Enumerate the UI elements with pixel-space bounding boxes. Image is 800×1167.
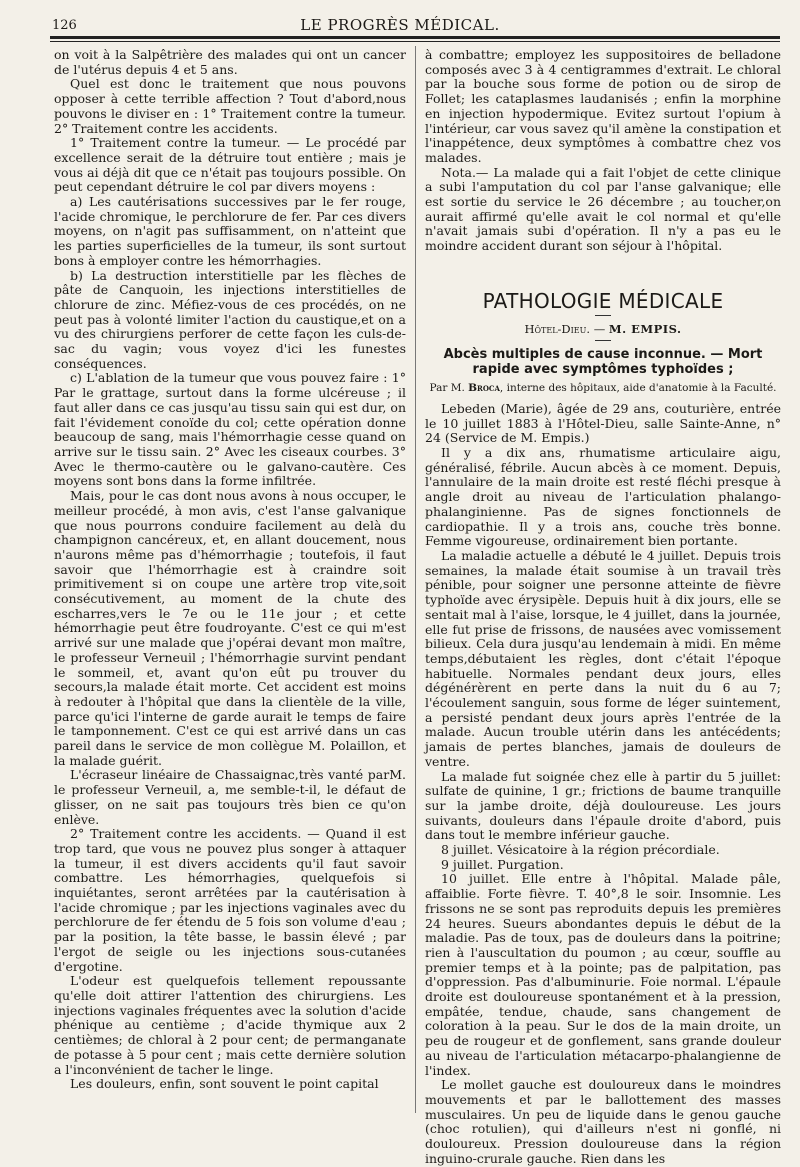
journal-title: LE PROGRÈS MÉDICAL. [300, 16, 500, 34]
byline-suffix: , interne des hôpitaux, aide d'anatomie à la Faculté. [499, 382, 777, 395]
service-chief: M. EMPIS. [608, 321, 682, 336]
paragraph: on voit à la Salpêtrière des malades qui ont un cancer de l'utérus depuis 4 et 5 ans. [54, 47, 406, 77]
page-header [0, 0, 800, 34]
column-divider [415, 46, 416, 1113]
header-rule-thick [50, 36, 780, 39]
paragraph: L'odeur est quelquefois tellement repoussante qu'elle doit attirer l'attention des chirurgiens. Les injections vaginales fréquentes avec la solution d'acide phénique au centième ; d'acide thymique aux 2 centièmes; de chloral à 2 pour cent; de permanganate de potasse à 5 pour cent ; mais cette dernière solution a l'inconvénient de tacher le linge. [54, 973, 406, 1077]
paragraph: Il y a dix ans, rhumatisme articulaire aigu, généralisé, fébrile. Aucun abcès à ce moment. Depuis, l'annulaire de la main droite est resté fléchi presque à angle droit au niveau de l'articulation phalango-phalanginienne. Pas de signes fonctionnels de cardiopathie. Il y a trois ans, couche très bonne. Femme vigoureuse, ordinairement bien portante. [425, 445, 781, 549]
section-dash [595, 315, 611, 316]
paragraph: 10 juillet. Elle entre à l'hôpital. Malade pâle, affaiblie. Forte fièvre. T. 40°,8 le soir. Insomnie. Les frissons ne se sont pas reproduits depuis les premières 24 heures. Sueurs abondantes depuis le début de la maladie. Pas de toux, pas de douleurs dans la poitrine; rien à l'auscultation du poumon ; au cœur, souffle au premier temps et à la pointe; pas de palpitation, pas d'oppression. Pas d'albuminurie. Foie normal. L'épaule droite est douloureuse spontanément et à la pression, empâtée, tendue, chaude, sans changement de coloration à la peau. Sur le dos de la main droite, un peu de rougeur et de gonflement, sans grande douleur au niveau de l'articulation métacarpo-phalangienne de l'index. [425, 871, 781, 1078]
article-title: Abcès multiples de cause inconnue. — Mort rapide avec symptômes typhoïdes ; [443, 347, 763, 378]
paragraph: 9 juillet. Purgation. [441, 856, 564, 872]
paragraph: 2° Traitement contre les accidents. — Quand il est trop tard, que vous ne pouvez plus songer à attaquer la tumeur, il est divers accidents qu'il faut savoir combattre. Les hémorrhagies, quelquefois si inquiétantes, seront arrêtées par la cautérisation à l'acide chromique ; par les injections vaginales avec du perchlorure de fer étendu de 5 fois son volume d'eau ; par la position, la tête basse, le bassin élevé ; par l'ergot de seigle ou les injections sous-cutanées d'ergotine. [54, 826, 406, 974]
paragraph: à combattre; employez les suppositoires de belladone composés avec 3 à 4 centigrammes d'extrait. Le chloral par la bouche sous forme de potion ou de sirop de Follet; les cataplasmes laudanisés ; enfin la morphine en injection hypodermique. Evitez surtout l'opium à l'intérieur, car vous savez qu'il amène la constipation et l'inappétence, deux symptômes à combattre chez vos malades. [425, 47, 781, 165]
paragraph: Quel est donc le traitement que nous pouvons opposer à cette terrible affection ? Tout d'abord,nous pouvons le diviser en : 1° Traitement contre la tumeur. 2° Traitement contre les accidents. [54, 76, 406, 136]
section-title: PATHOLOGIE MÉDICALE [482, 288, 724, 313]
byline-prefix: Par M. [429, 382, 469, 395]
left-column [54, 48, 406, 1092]
paragraph: c) L'ablation de la tumeur que vous pouvez faire : 1° Par le grattage, surtout dans la forme ulcéreuse ; il faut aller dans ce cas jusqu'au tissu sain qui est dur, on fait l'évidement conoïde du col; cette opération donne beaucoup de sang, mais l'hémorrhagie cesse quand on arrive sur le tissu sain. 2° Avec les ciseaux courbes. 3° Avec le thermo-cautère ou le galvano-cautère. Ces moyens sont bons dans la forme infiltrée. [54, 370, 406, 489]
paragraph: Mais, pour le cas dont nous avons à nous occuper, le meilleur procédé, à mon avis, c'est l'anse galvanique que nous pourrons conduire facilement au delà du champignon cancéreux, et, en allant doucement, nous n'aurons même pas d'hémorrhagie ; toutefois, il faut savoir que l'hémorrhagie est à craindre soit primitivement si on coupe une artère trop vite,soit consécutivement, au moment de la chute des escharres,vers le 7e ou le 11e jour ; et cette hémorrhagie peut être foudroyante. C'est ce qui m'est arrivé sur une malade que j'opérai devant mon maître, le professeur Verneuil ; l'hémorrhagie survint pendant le sommeil, et, avant qu'on eût pu trouver du secours,la malade était morte. Cet accident est moins à redouter à l'hôpital que dans la clientèle de la ville, parce qu'ici l'interne de garde aurait le temps de faire le tamponnement. C'est ce qui est arrivé dans un cas pareil dans le service de mon collègue M. Polaillon, et la malade guérit. [54, 488, 406, 768]
byline [425, 381, 781, 396]
page-number: 126 [52, 18, 77, 33]
section-subtitle [425, 322, 781, 337]
paragraph: Les douleurs, enfin, sont souvent le point capital [70, 1076, 379, 1092]
paragraph: La maladie actuelle a débuté le 4 juillet. Depuis trois semaines, la malade était soumise à un travail très pénible, pour soigner une personne atteinte de fièvre typhoïde avec érysipèle. Depuis huit à dix jours, elle se sentait mal à l'aise, lorsque, le 4 juillet, dans la journée, elle fut prise de frissons, de nausées avec vomissement bilieux. Cela dura jusqu'au lendemain à midi. En même temps,débutaient les règles, dont c'était l'époque habituelle. Normales pendant deux jours, elles dégénérèrent en perte dans la nuit du 6 au 7; l'écoulement sanguin, sous forme de léger suintement, a persisté pendant deux jours après l'entrée de la malade. Aucun trouble utérin dans les antécédents; jamais de pertes blanches, jamais de douleurs de ventre. [425, 547, 781, 769]
nota-paragraph: Nota.— La malade qui a fait l'objet de cette clinique a subi l'amputation du col par l'anse galvanique; elle est sortie du service le 26 décembre ; au toucher,on aurait affirmé qu'elle avait le col normal et qu'elle n'avait jamais subi d'opération. Il n'y a pas eu le moindre accident durant son séjour à l'hôpital. [425, 164, 781, 254]
section-dash [595, 340, 611, 341]
paragraph: 8 juillet. Vésicatoire à la région précordiale. [441, 842, 720, 858]
header-rule-thin [50, 41, 780, 42]
byline-author: Broca [468, 382, 500, 395]
paragraph: Lebeden (Marie), âgée de 29 ans, couturière, entrée le 10 juillet 1883 à l'Hôtel-Dieu, salle Sainte-Anne, n° 24 (Service de M. Empis.) [425, 400, 781, 446]
paragraph: Le mollet gauche est douloureux dans le moindres mouvements et par le ballottement des masses musculaires. Un peu de liquide dans le genou gauche (choc rotulien), qui d'ailleurs n'est ni gonflé, ni douloureux. Pression douloureuse dans la région inguino-crurale gauche. Rien dans les [425, 1077, 781, 1166]
paragraph: a) Les cautérisations successives par le fer rouge, l'acide chromique, le perchlorure de fer. Par ces divers moyens, on n'agit pas suffisamment, on n'atteint que les parties superficielles de la tumeur, ils sont surtout bons à employer contre les hémorrhagies. [54, 194, 406, 268]
paragraph: b) La destruction interstitielle par les flèches de pâte de Canquoin, les injections interstitielles de chlorure de zinc. Méfiez-vous de ces procédés, on ne peut pas à volonté limiter l'action du caustique,et on a vu des chirurgiens perforer de cette façon les culs-de-sac du vagin; vous voyez d'ici les funestes conséquences. [54, 267, 406, 371]
hospital-name: Hôtel-Dieu. — [524, 321, 609, 336]
right-column [425, 48, 781, 1167]
paragraph: La malade fut soignée chez elle à partir du 5 juillet: sulfate de quinine, 1 gr.; frictions de baume tranquille sur la jambe droite, déjà douloureuse. Les jours suivants, douleurs dans l'épaule droite d'abord, puis dans tout le membre inférieur gauche. [425, 768, 781, 843]
paragraph: 1° Traitement contre la tumeur. — Le procédé par excellence serait de la détruire tout entière ; mais je vous ai déjà dit que ce n'était pas toujours possible. On peut cependant détruire le col par divers moyens : [54, 135, 406, 195]
paragraph: L'écraseur linéaire de Chassaignac,très vanté parM. le professeur Verneuil, a, me semble-t-il, le défaut de glisser, on ne sait pas toujours très bien ce qu'on enlève. [54, 767, 406, 827]
